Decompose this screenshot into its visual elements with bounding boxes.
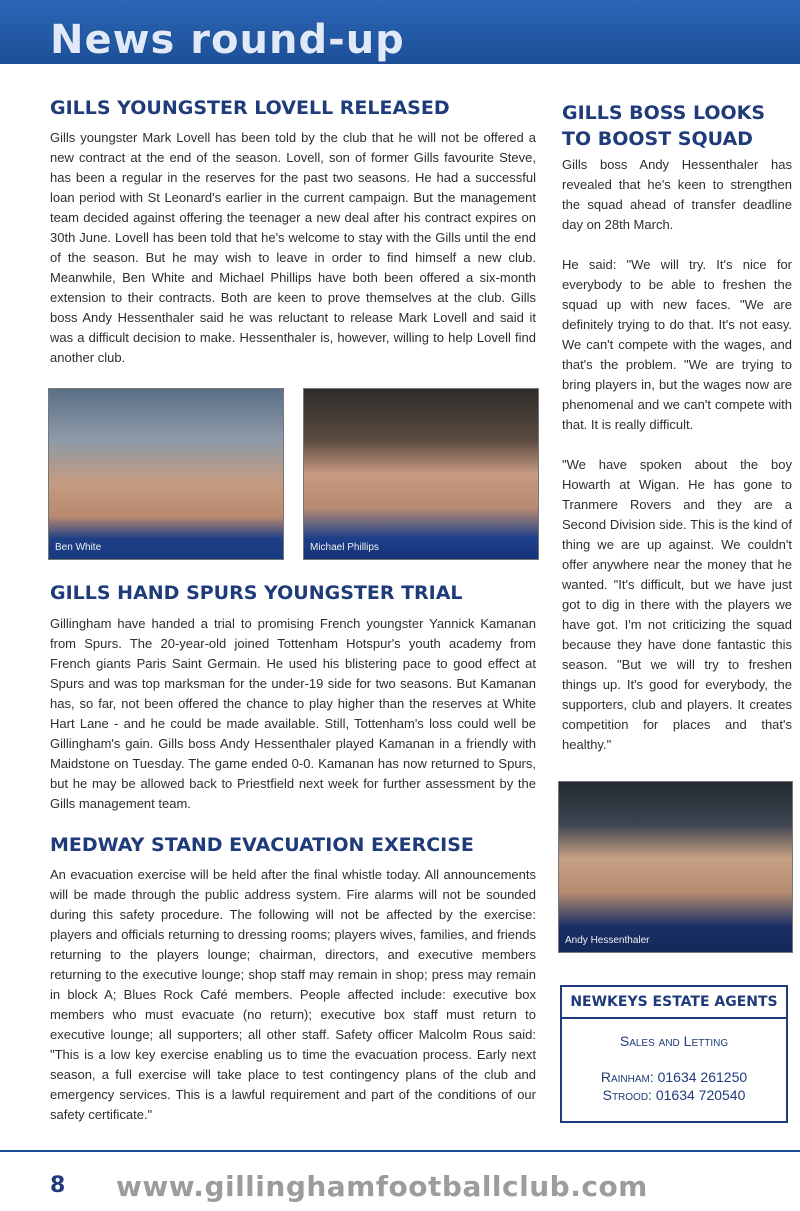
photo-andy-hessenthaler xyxy=(558,781,793,953)
article-headline-lovell: GILLS YOUNGSTER LOVELL RELEASED xyxy=(50,97,450,119)
article-body-boost-squad xyxy=(562,155,792,755)
paragraph: Gills boss Andy Hessenthaler has revealed that he's keen to strengthen the squad ahead of transfer deadline day on 28th March. xyxy=(562,157,792,232)
footer-divider xyxy=(0,1150,800,1152)
article-headline-boost-squad: GILLS BOSS LOOKS TO BOOST SQUAD xyxy=(562,102,766,150)
article-body-lovell: Gills youngster Mark Lovell has been told by the club that he will not be offered a new contract at the end of the season. Lovell, son of former Gills favourite Steve, has been a regular in the reserves for the past two seasons. He had a successful loan period with St Leonard's earlier in the current campaign. But the management team decided against offering the teenager a new deal after his contract expires on 30th June. Lovell has been told that he's welcome to stay with the Gills until the end of the season. But he may wish to leave in order to find himself a new club. Meanwhile, Ben White and Michael Phillips have both been offered a six-month extension to their contracts. Both are keen to prove themselves at the club. Gills boss Andy Hessenthaler said he was reluctant to release Mark Lovell and said it was a difficult decision to make. Hessenthaler is, however, willing to help Lovell find another club. xyxy=(50,130,536,365)
article-body-spurs-trial: Gillingham have handed a trial to promising French youngster Yannick Kamanan from Spurs. The 20-year-old joined Tottenham Hotspur's youth academy from French giants Paris Saint Germain. He used his blistering pace to good effect at Spurs and was top marksman for the under-19 side for two seasons. But Kamanan has, so far, not been offered the chance to play higher than the reserves at White Hart Lane - and he could be made available. Still, Tottenham's loss could well be Gillingham's gain. Gills boss Andy Hessenthaler played Kamanan in a friendly with Maidstone on Tuesday. The game ended 0-0. Kamanan has now returned to Spurs, but he may be allowed back to Priestfield next week for further assessment by the Gills management team. xyxy=(50,616,536,811)
photo-michael-phillips xyxy=(303,388,539,560)
article-headline-spurs-trial: GILLS HAND SPURS YOUNGSTER TRIAL xyxy=(50,582,463,604)
photo-caption: Andy Hessenthaler xyxy=(565,935,650,946)
paragraph: He said: "We will try. It's nice for everybody to be able to freshen the squad up with new faces. "We are definitely trying to do that. It's not easy. We can't compete with the wages, and that's the problem. "We are trying to bring players in, but the wages now are phenomenal and we can't compete with that. It is really difficult. xyxy=(562,257,792,432)
advert-title: NEWKEYS ESTATE AGENTS xyxy=(562,987,786,1019)
photo-caption: Michael Phillips xyxy=(310,542,379,553)
paragraph: "We have spoken about the boy Howarth at Wigan. He has gone to Tranmere Rovers and they are a Second Division side. This is the kind of thing we are up against. We couldn't offer anywhere near the money that he wanted. "It's difficult, but we have just got to dig in there with the players we have got. I'm not criticizing the squad because they have done fantastic this season. "But we will try to freshen things up. It's good for everybody, the supporters, club and players. It creates competition for places and that's healthy." xyxy=(562,457,792,752)
page-title: News round-up xyxy=(50,17,405,63)
advert-phone-strood: Strood: 01634 720540 xyxy=(602,1087,746,1103)
article-body-evacuation: An evacuation exercise will be held after the final whistle today. All announcements will be made through the public address system. Fire alarms will not be sounded during this safety procedure. The following will not be affected by the exercise: players and officials returning to dressing rooms; players wives, families, and friends returning to the players lounge; chairman, directors, and executive members returning to the executive lounge; shop staff may remain in shop; press may remain in block A; Blues Rock Café members. People affected include: executive box members who must evacuate (no return); executive box staff must return to executive lounge; all supporters; all other staff. Safety officer Malcolm Rous said: "This is a low key exercise enabling us to time the evacuation process. Early next season, a full exercise will take place to test contingency plans of the club and emergency services. This is a lawful requirement and part of the conditions of our safety certificate." xyxy=(50,867,536,1122)
advert-phone-rainham: Rainham: 01634 261250 xyxy=(600,1069,748,1085)
page-number: 8 xyxy=(50,1173,66,1198)
header-banner xyxy=(0,0,800,64)
article-headline-evacuation: MEDWAY STAND EVACUATION EXERCISE xyxy=(50,834,474,856)
footer-url[interactable]: www.gillinghamfootballclub.com xyxy=(116,1170,648,1203)
photo-caption: Ben White xyxy=(55,542,102,553)
advert-subtitle: Sales and Letting xyxy=(619,1033,729,1049)
photo-ben-white xyxy=(48,388,284,560)
estate-agent-advert xyxy=(560,985,788,1123)
